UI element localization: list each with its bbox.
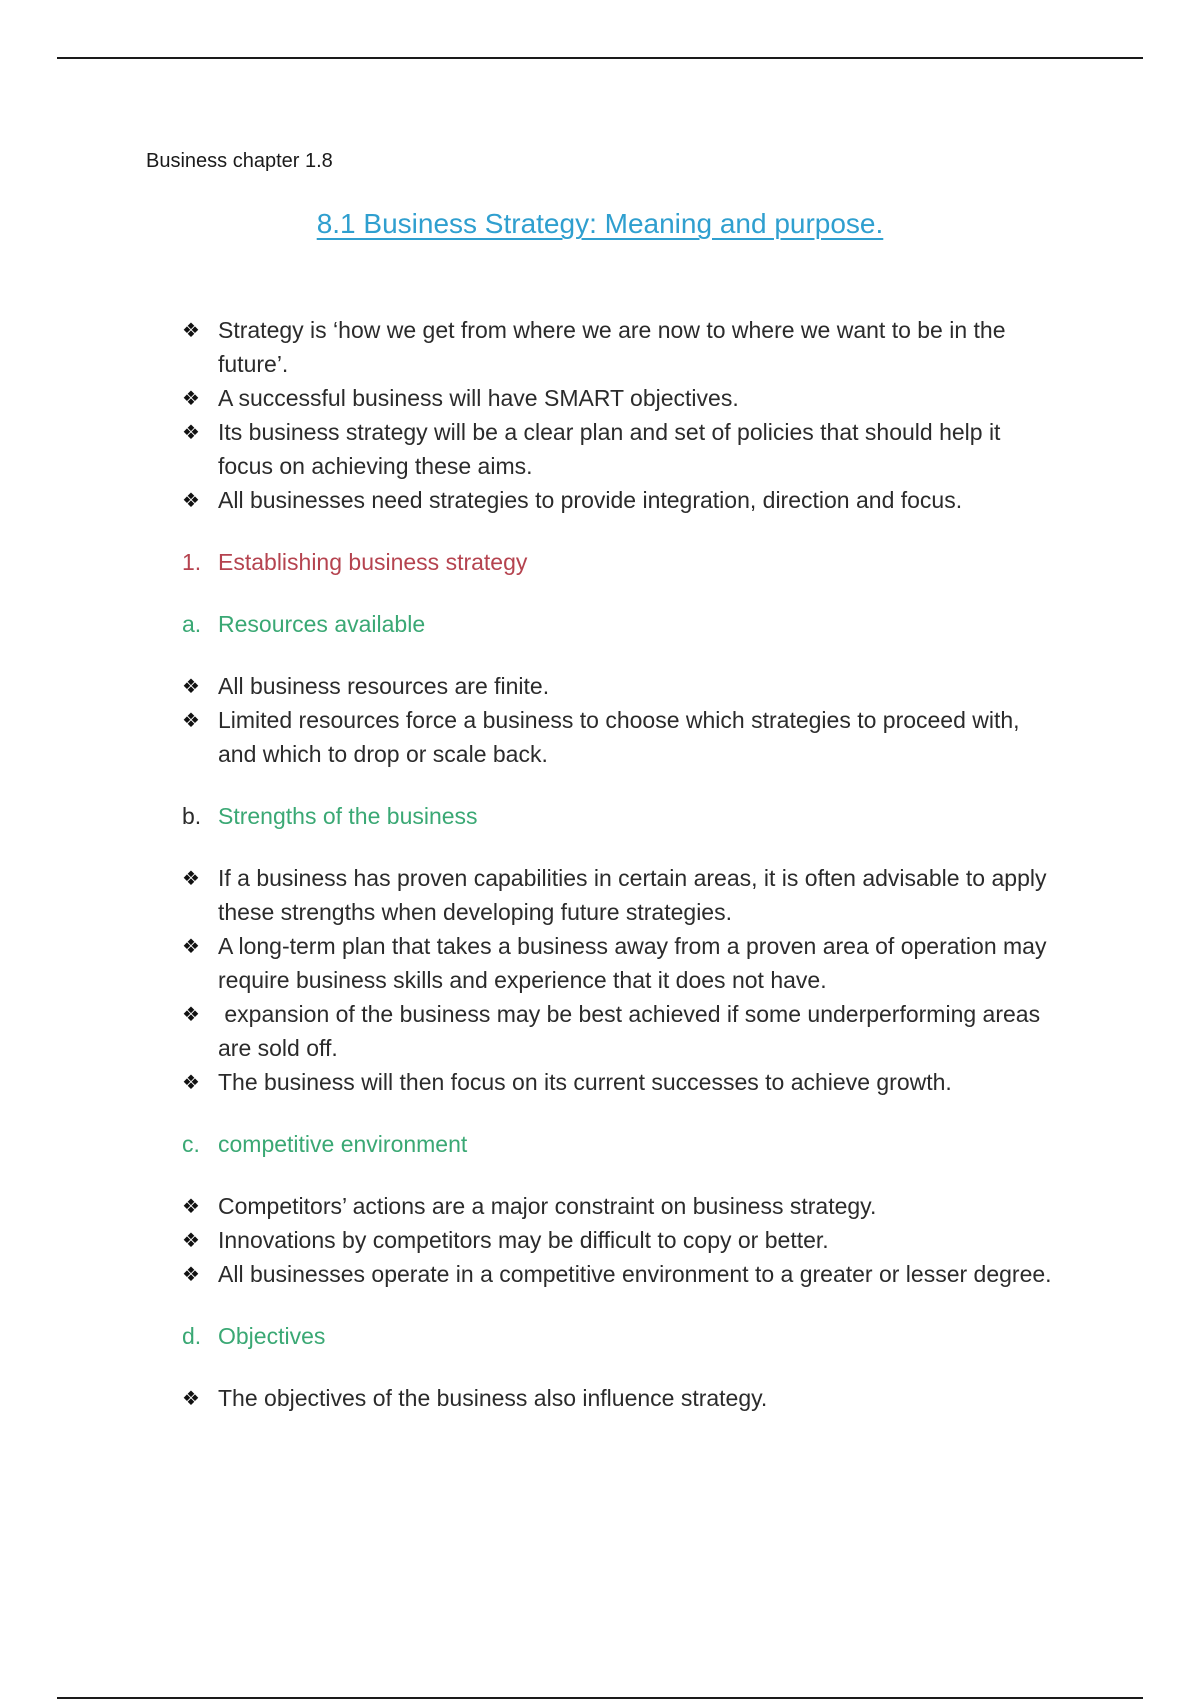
subsection-heading-objectives [180, 1319, 1060, 1353]
list-item [180, 929, 1060, 997]
list-item [180, 703, 1060, 771]
diamond-bullet-icon: ❖ [182, 674, 200, 698]
section-heading-establishing [180, 545, 1060, 579]
diamond-bullet-icon: ❖ [182, 708, 200, 732]
list-item-text: A successful business will have SMART objectives. [218, 385, 739, 411]
diamond-bullet-icon: ❖ [182, 420, 200, 444]
subsection-letter: a. [182, 611, 202, 637]
subsection-heading-competitive [180, 1127, 1060, 1161]
top-rule [57, 57, 1143, 59]
diamond-bullet-icon: ❖ [182, 386, 200, 410]
list-item-text: All businesses operate in a competitive environment to a greater or lesser degree. [218, 1261, 1052, 1287]
subsection-letter: b. [182, 803, 202, 829]
subsection-heading-text: Objectives [218, 1323, 326, 1349]
list-item-text: Limited resources force a business to choose which strategies to proceed with, and which to drop or scale back. [218, 707, 1020, 767]
list-item [180, 1065, 1060, 1099]
list-item [180, 669, 1060, 703]
list-item [180, 415, 1060, 483]
diamond-bullet-icon: ❖ [182, 1228, 200, 1252]
subsection-heading-text: Resources available [218, 611, 426, 637]
list-item-text: Competitors’ actions are a major constraint on business strategy. [218, 1193, 877, 1219]
page-title [0, 208, 1200, 240]
diamond-bullet-icon: ❖ [182, 318, 200, 342]
bottom-rule [57, 1697, 1143, 1699]
resources-bullet-list [180, 669, 1060, 771]
diamond-bullet-icon: ❖ [182, 1194, 200, 1218]
subsection-heading-resources [180, 607, 1060, 641]
subsection-letter: d. [182, 1323, 202, 1349]
diamond-bullet-icon: ❖ [182, 866, 200, 890]
list-item-text: All business resources are finite. [218, 673, 550, 699]
intro-bullet-list [180, 313, 1060, 517]
list-item-text: Innovations by competitors may be difficult to copy or better. [218, 1227, 829, 1253]
list-item [180, 1381, 1060, 1415]
list-item [180, 313, 1060, 381]
list-item [180, 1223, 1060, 1257]
list-item [180, 1257, 1060, 1291]
diamond-bullet-icon: ❖ [182, 1262, 200, 1286]
competitive-bullet-list [180, 1189, 1060, 1291]
list-item-text: Strategy is ‘how we get from where we are now to where we want to be in the future’. [218, 317, 1006, 377]
list-item-text: Its business strategy will be a clear plan and set of policies that should help it focus on achieving these aims. [218, 419, 1001, 479]
document-body [180, 313, 1060, 1415]
subsection-heading-text: Strengths of the business [218, 803, 478, 829]
diamond-bullet-icon: ❖ [182, 488, 200, 512]
list-item [180, 861, 1060, 929]
list-item [180, 483, 1060, 517]
subsection-heading-text: competitive environment [218, 1131, 468, 1157]
list-item [180, 381, 1060, 415]
subsection-letter: c. [182, 1131, 200, 1157]
diamond-bullet-icon: ❖ [182, 934, 200, 958]
diamond-bullet-icon: ❖ [182, 1002, 200, 1026]
list-item-text: If a business has proven capabilities in certain areas, it is often advisable to apply these strengths when developing future strategies. [218, 865, 1047, 925]
list-item [180, 1189, 1060, 1223]
section-number: 1. [182, 549, 202, 575]
diamond-bullet-icon: ❖ [182, 1070, 200, 1094]
strengths-bullet-list [180, 861, 1060, 1099]
list-item-text: A long-term plan that takes a business away from a proven area of operation may require business skills and experience that it does not have. [218, 933, 1047, 993]
document-label: Business chapter 1.8 [146, 150, 333, 172]
list-item-text: The business will then focus on its current successes to achieve growth. [218, 1069, 952, 1095]
list-item-text: All businesses need strategies to provide integration, direction and focus. [218, 487, 963, 513]
diamond-bullet-icon: ❖ [182, 1386, 200, 1410]
section-heading-text: Establishing business strategy [218, 549, 528, 575]
subsection-heading-strengths [180, 799, 1060, 833]
list-item-text: The objectives of the business also influence strategy. [218, 1385, 768, 1411]
objectives-bullet-list [180, 1381, 1060, 1415]
list-item [180, 997, 1060, 1065]
list-item-text: expansion of the business may be best achieved if some underperforming areas are sold off. [218, 1001, 1047, 1061]
page-title-text: 8.1 Business Strategy: Meaning and purpose. [316, 208, 884, 239]
